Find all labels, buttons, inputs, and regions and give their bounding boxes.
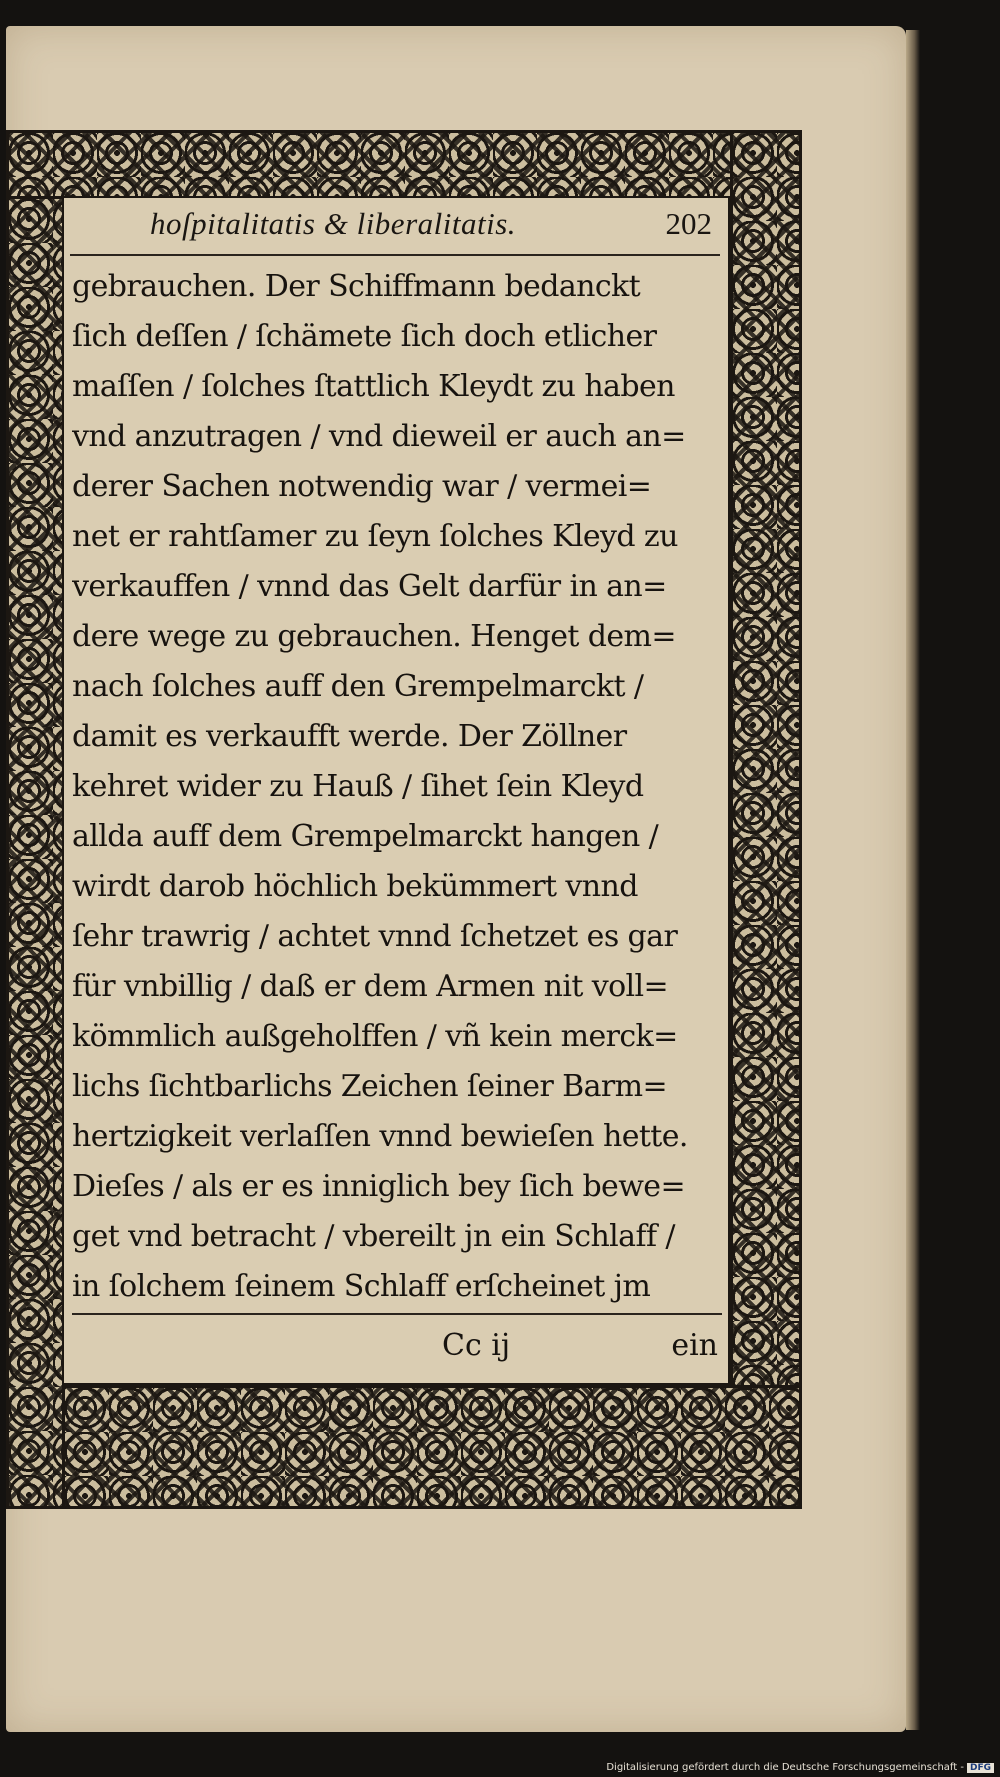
text-line: für vnbillig / daß er dem Armen nit voll=: [72, 969, 669, 1004]
text-line: dere wege zu gebrauchen. Henget dem=: [72, 619, 676, 654]
text-line: hertzigkeit verlaſſen vnnd bewieſen hette.: [72, 1119, 688, 1154]
text-line: damit es verkaufft werde. Der Zöllner: [72, 719, 627, 754]
text-line: lichs ſichtbarlichs Zeichen ſeiner Barm=: [72, 1069, 667, 1104]
page-header: [70, 200, 720, 256]
ornamental-border-bottom: [62, 1385, 802, 1509]
ornamental-border-left: [6, 196, 68, 1509]
ornamental-border-top: [6, 130, 802, 202]
text-line: net er rahtſamer zu ſeyn ſolches Kleyd zu: [72, 519, 678, 554]
text-line: nach ſolches auff den Grempelmarckt /: [72, 669, 644, 704]
text-line: kehret wider zu Hauß / ſihet ſein Kleyd: [72, 769, 644, 804]
text-line: Dieſes / als er es inniglich bey ſich bewe=: [72, 1169, 685, 1204]
page-footer: [72, 1318, 722, 1378]
text-line: in ſolchem ſeinem Schlaff erſcheinet jm: [72, 1269, 651, 1304]
catchword: ein: [671, 1328, 718, 1363]
text-line: derer Sachen notwendig war / vermei=: [72, 469, 652, 504]
text-line: verkauffen / vnnd das Gelt darfür in an=: [72, 569, 667, 604]
text-line: ſich deſſen / ſchämete ſich doch etlicher: [72, 319, 657, 354]
text-line: kömmlich außgeholffen / vñ kein merck=: [72, 1019, 678, 1054]
page-edge-shadow: [906, 30, 920, 1730]
running-head: hoſpitalitatis & liberalitatis.: [150, 206, 517, 241]
ornamental-border-right: [730, 130, 802, 1509]
text-line: vnd anzutragen / vnd dieweil er auch an=: [72, 419, 686, 454]
credit-text: Digitalisierung gefördert durch die Deutsche Forschungsgemeinschaft -: [606, 1762, 964, 1773]
footer-rule: [72, 1313, 722, 1315]
digitization-credit: [606, 1762, 994, 1773]
text-line: get vnd betracht / vbereilt jn ein Schlaff /: [72, 1219, 675, 1254]
text-line: maſſen / ſolches ſtattlich Kleydt zu haben: [72, 369, 675, 404]
dfg-logo: DFG: [967, 1763, 994, 1773]
text-line: gebrauchen. Der Schiffmann bedanckt: [72, 269, 641, 304]
body-text: [72, 262, 722, 1312]
text-line: wirdt darob höchlich bekümmert vnnd: [72, 869, 638, 904]
signature-mark: Cc ij: [442, 1328, 511, 1363]
page-number: 202: [665, 206, 712, 241]
text-line: allda auff dem Grempelmarckt hangen /: [72, 819, 659, 854]
text-line: ſehr trawrig / achtet vnnd ſchetzet es gar: [72, 919, 678, 954]
